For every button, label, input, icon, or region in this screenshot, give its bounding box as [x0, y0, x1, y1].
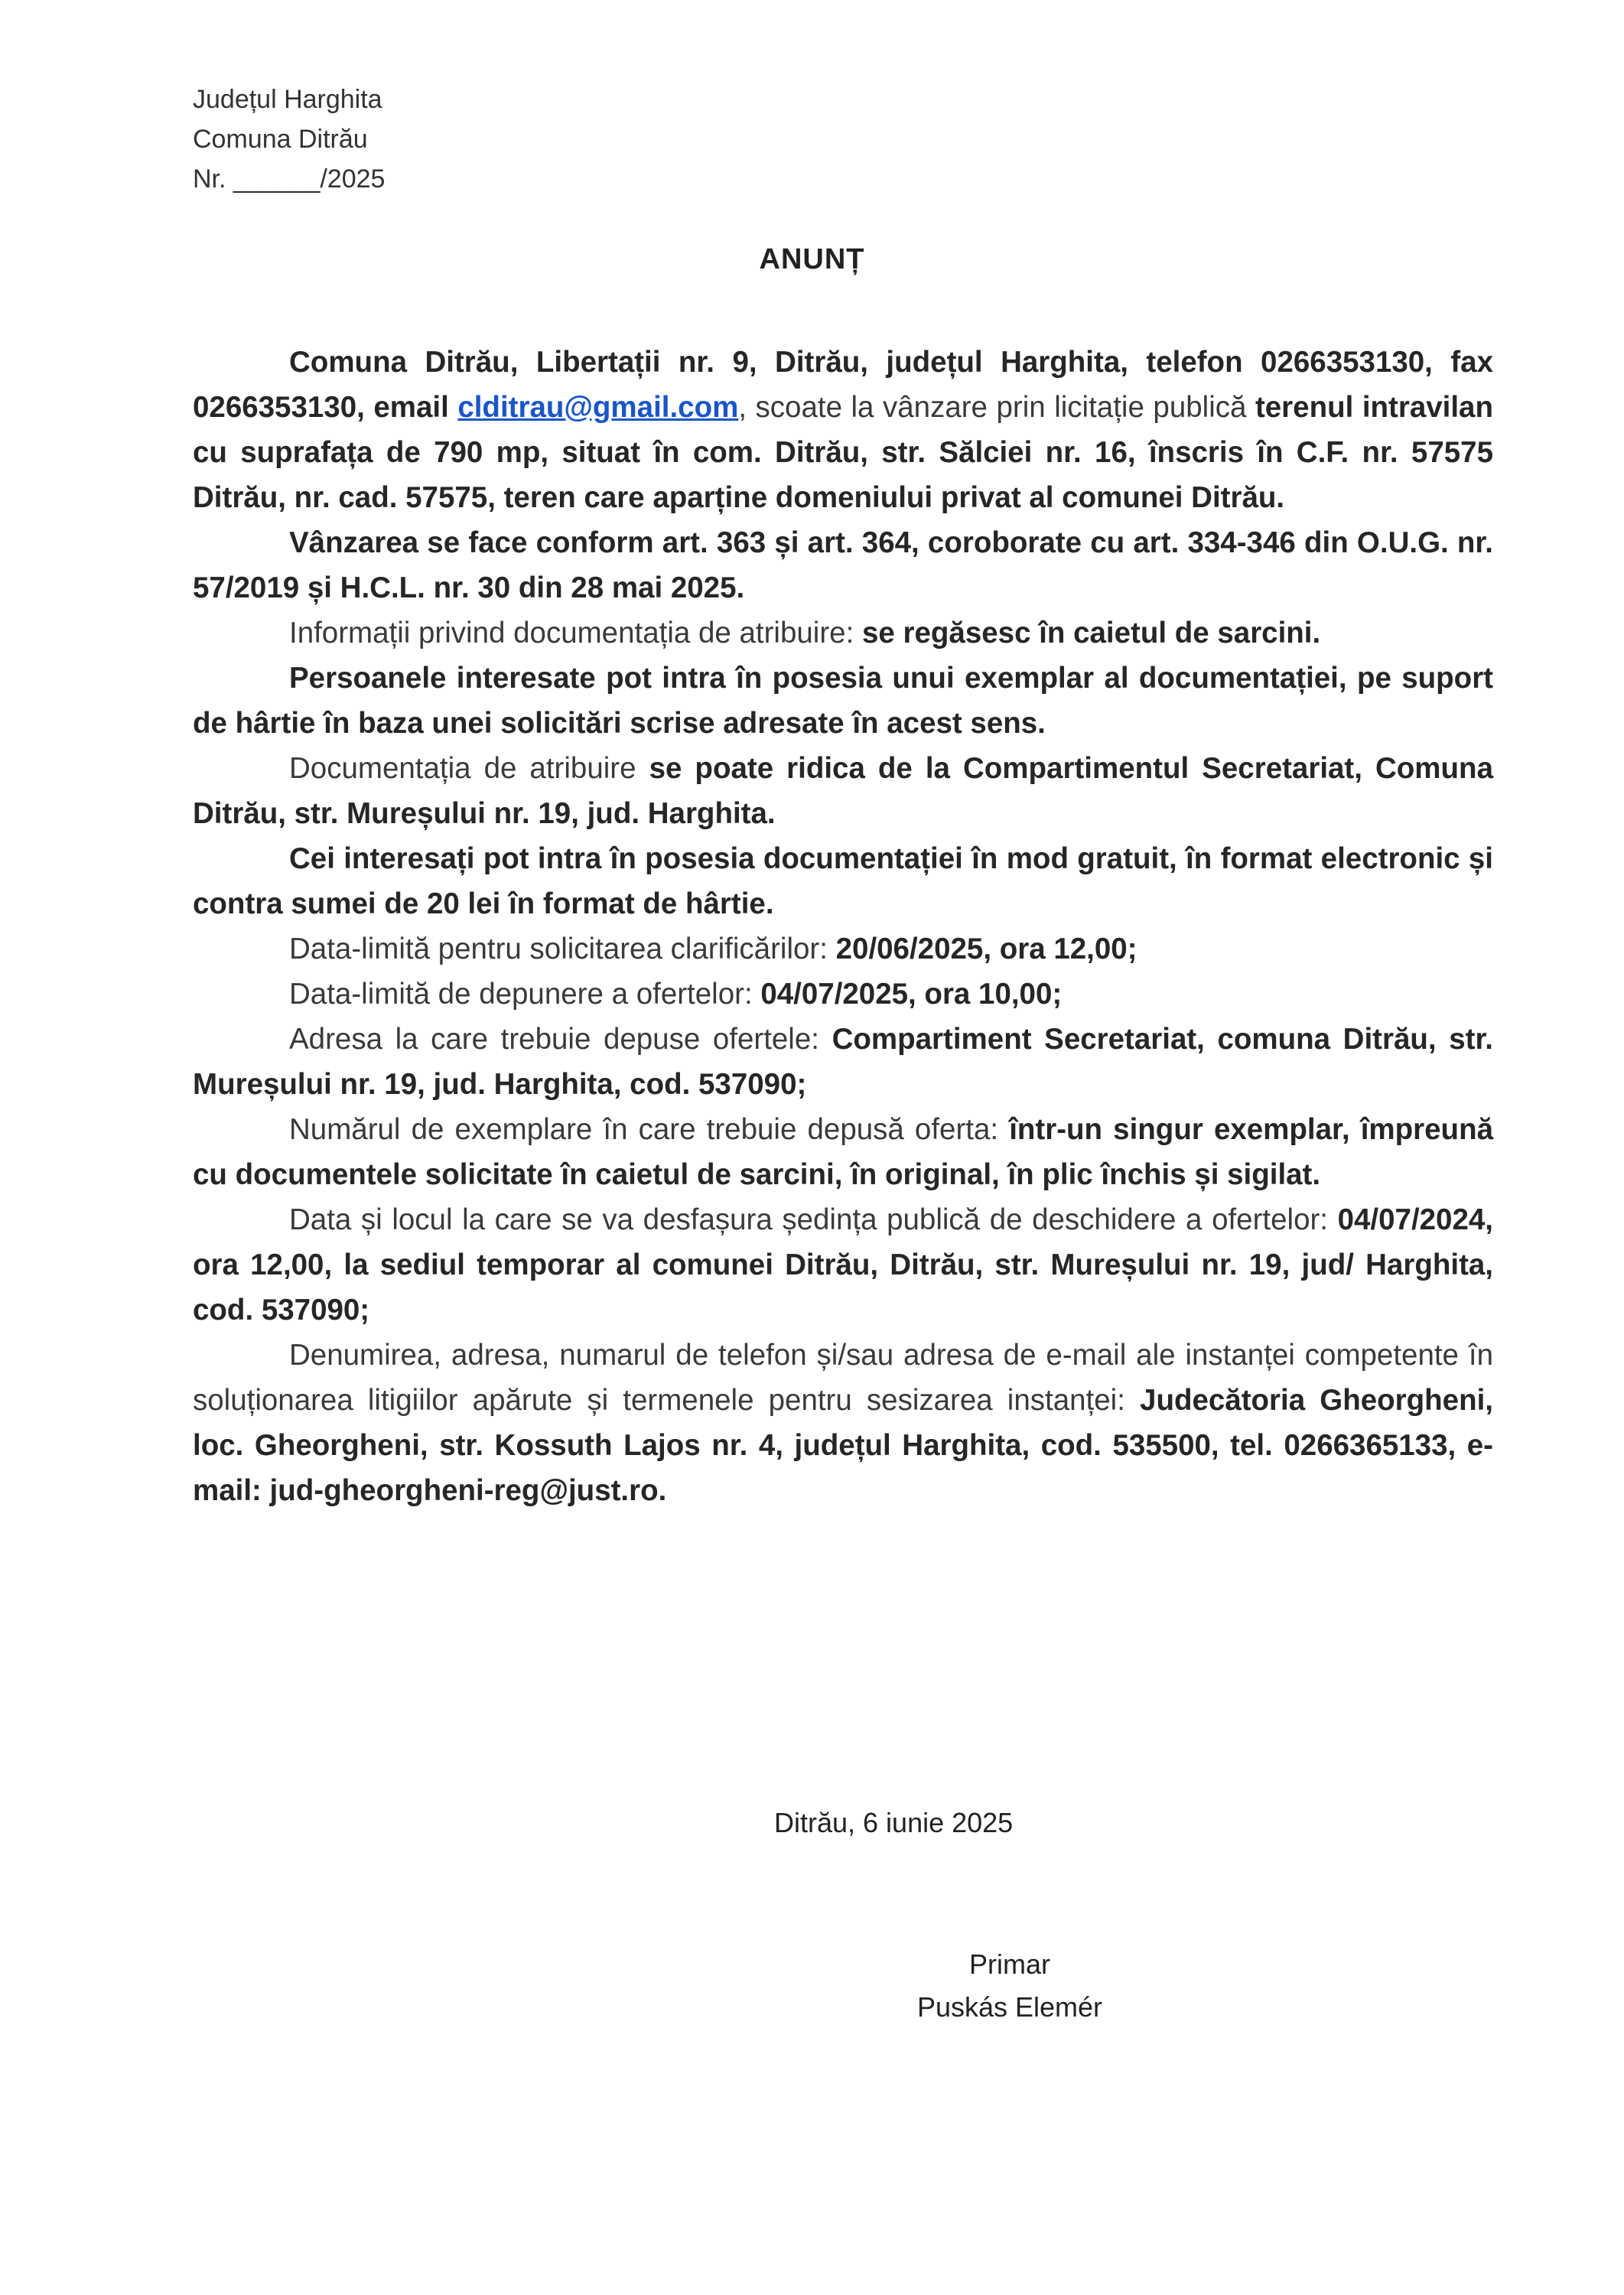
paragraph-text: Data și locul la care se va desfașura ședința publică de deschidere a ofertelor:	[289, 1203, 1338, 1236]
county-name: Județul Harghita	[193, 85, 382, 114]
paragraph-text: Informații privind documentația de atribuire:	[289, 617, 862, 649]
paragraph-submission-address	[193, 1017, 1493, 1107]
paragraph-legal-basis	[193, 520, 1493, 610]
paragraph-text: Adresa la care trebuie depuse ofertele:	[289, 1023, 832, 1056]
paragraph-copies	[193, 1107, 1493, 1197]
paragraph-text: într-un singur exemplar, împreună cu documentele solicitate în caietul de sarcini, în original, în plic închis și sigilat.	[193, 1113, 1493, 1191]
paragraph-text: Persoanele interesate pot intra în posesia unui exemplar al documentației, pe suport de hârtie în baza unei solicitări scrise adresate în acest sens.	[193, 662, 1493, 740]
paragraph-text: , scoate la vânzare prin licitație publică	[738, 391, 1255, 424]
paragraph-clarification-deadline	[193, 926, 1493, 972]
paragraph-documentation-info	[193, 610, 1493, 656]
paragraph-submission-deadline	[193, 972, 1493, 1017]
paragraph-text: Compartiment Secretariat, comuna Ditrău, str. Mureșului nr. 19, jud. Harghita, cod. 537090;	[193, 1023, 1493, 1101]
paragraph-text: Numărul de exemplare în care trebuie depusă oferta:	[289, 1113, 1010, 1146]
paragraph-sale-announcement	[193, 340, 1493, 520]
paragraph-court	[193, 1333, 1493, 1513]
place-and-date: Ditrău, 6 iunie 2025	[774, 1807, 1014, 1838]
email-link[interactable]: clditrau@gmail.com	[457, 391, 739, 424]
signatory-role: Primar	[969, 1948, 1050, 1980]
paragraph-text: 04/07/2025, ora 10,00;	[760, 978, 1063, 1011]
paragraph-text: Denumirea, adresa, numarul de telefon și/sau adresa de e-mail ale instanței competente în soluționarea litigiilor apărute și termenele pentru sesizarea instanței:	[193, 1339, 1493, 1417]
document-header	[193, 80, 385, 199]
document-body	[193, 340, 1493, 1513]
paragraph-text: Judecătoria Gheorgheni, loc. Gheorgheni, str. Kossuth Lajos nr. 4, județul Harghita, cod. 535500, tel. 0266365133, e-mail: jud-gheorgheni-reg@just.ro.	[193, 1384, 1493, 1507]
paragraph-text: se poate ridica de la Compartimentul Secretariat, Comuna Ditrău, str. Mureșului nr. 19, jud. Harghita.	[193, 752, 1493, 830]
paragraph-text: se regăsesc în caietul de sarcini.	[861, 617, 1321, 649]
paragraph-fee	[193, 836, 1493, 926]
commune-name: Comuna Ditrău	[193, 125, 368, 154]
paragraph-text: 04/07/2024, ora 12,00, la sediul temporar al comunei Ditrău, Ditrău, str. Mureșului nr. 19, jud/ Harghita, cod. 537090;	[193, 1203, 1493, 1327]
paragraph-text: Vânzarea se face conform art. 363 și art. 364, coroborate cu art. 334-346 din O.U.G. nr. 57/2019 și H.C.L. nr. 30 din 28 mai 2025.	[193, 526, 1493, 604]
paragraph-text: Comuna Ditrău, Libertații nr. 9, Ditrău, județul Harghita, telefon 0266353130, fax 0266353130, email	[193, 346, 1493, 424]
signatory-name: Puskás Elemér	[916, 1991, 1103, 2023]
signature-block	[895, 1943, 1124, 2029]
paragraph-text: 20/06/2025, ora 12,00;	[835, 933, 1137, 965]
registration-number: Nr. ______/2025	[193, 164, 386, 194]
paragraph-opening-session	[193, 1197, 1493, 1333]
paragraph-pickup-location	[193, 746, 1493, 836]
document-title: ANUNȚ	[759, 243, 865, 275]
paragraph-text: Data-limită pentru solicitarea clarificărilor:	[289, 933, 836, 965]
paragraph-text: Data-limită de depunere a ofertelor:	[289, 978, 761, 1011]
paragraph-text: Documentația de atribuire	[289, 752, 649, 785]
paragraph-text: terenul intravilan cu suprafața de 790 mp, situat în com. Ditrău, str. Sălciei nr. 16, înscris în C.F. nr. 57575 Ditrău, nr. cad. 57575, teren care aparține domeniului privat al comunei Ditrău.	[193, 391, 1493, 514]
paragraph-text: Cei interesați pot intra în posesia documentației în mod gratuit, în format electronic și contra sumei de 20 lei în format de hârtie.	[193, 842, 1493, 920]
paragraph-paper-copy	[193, 656, 1493, 746]
